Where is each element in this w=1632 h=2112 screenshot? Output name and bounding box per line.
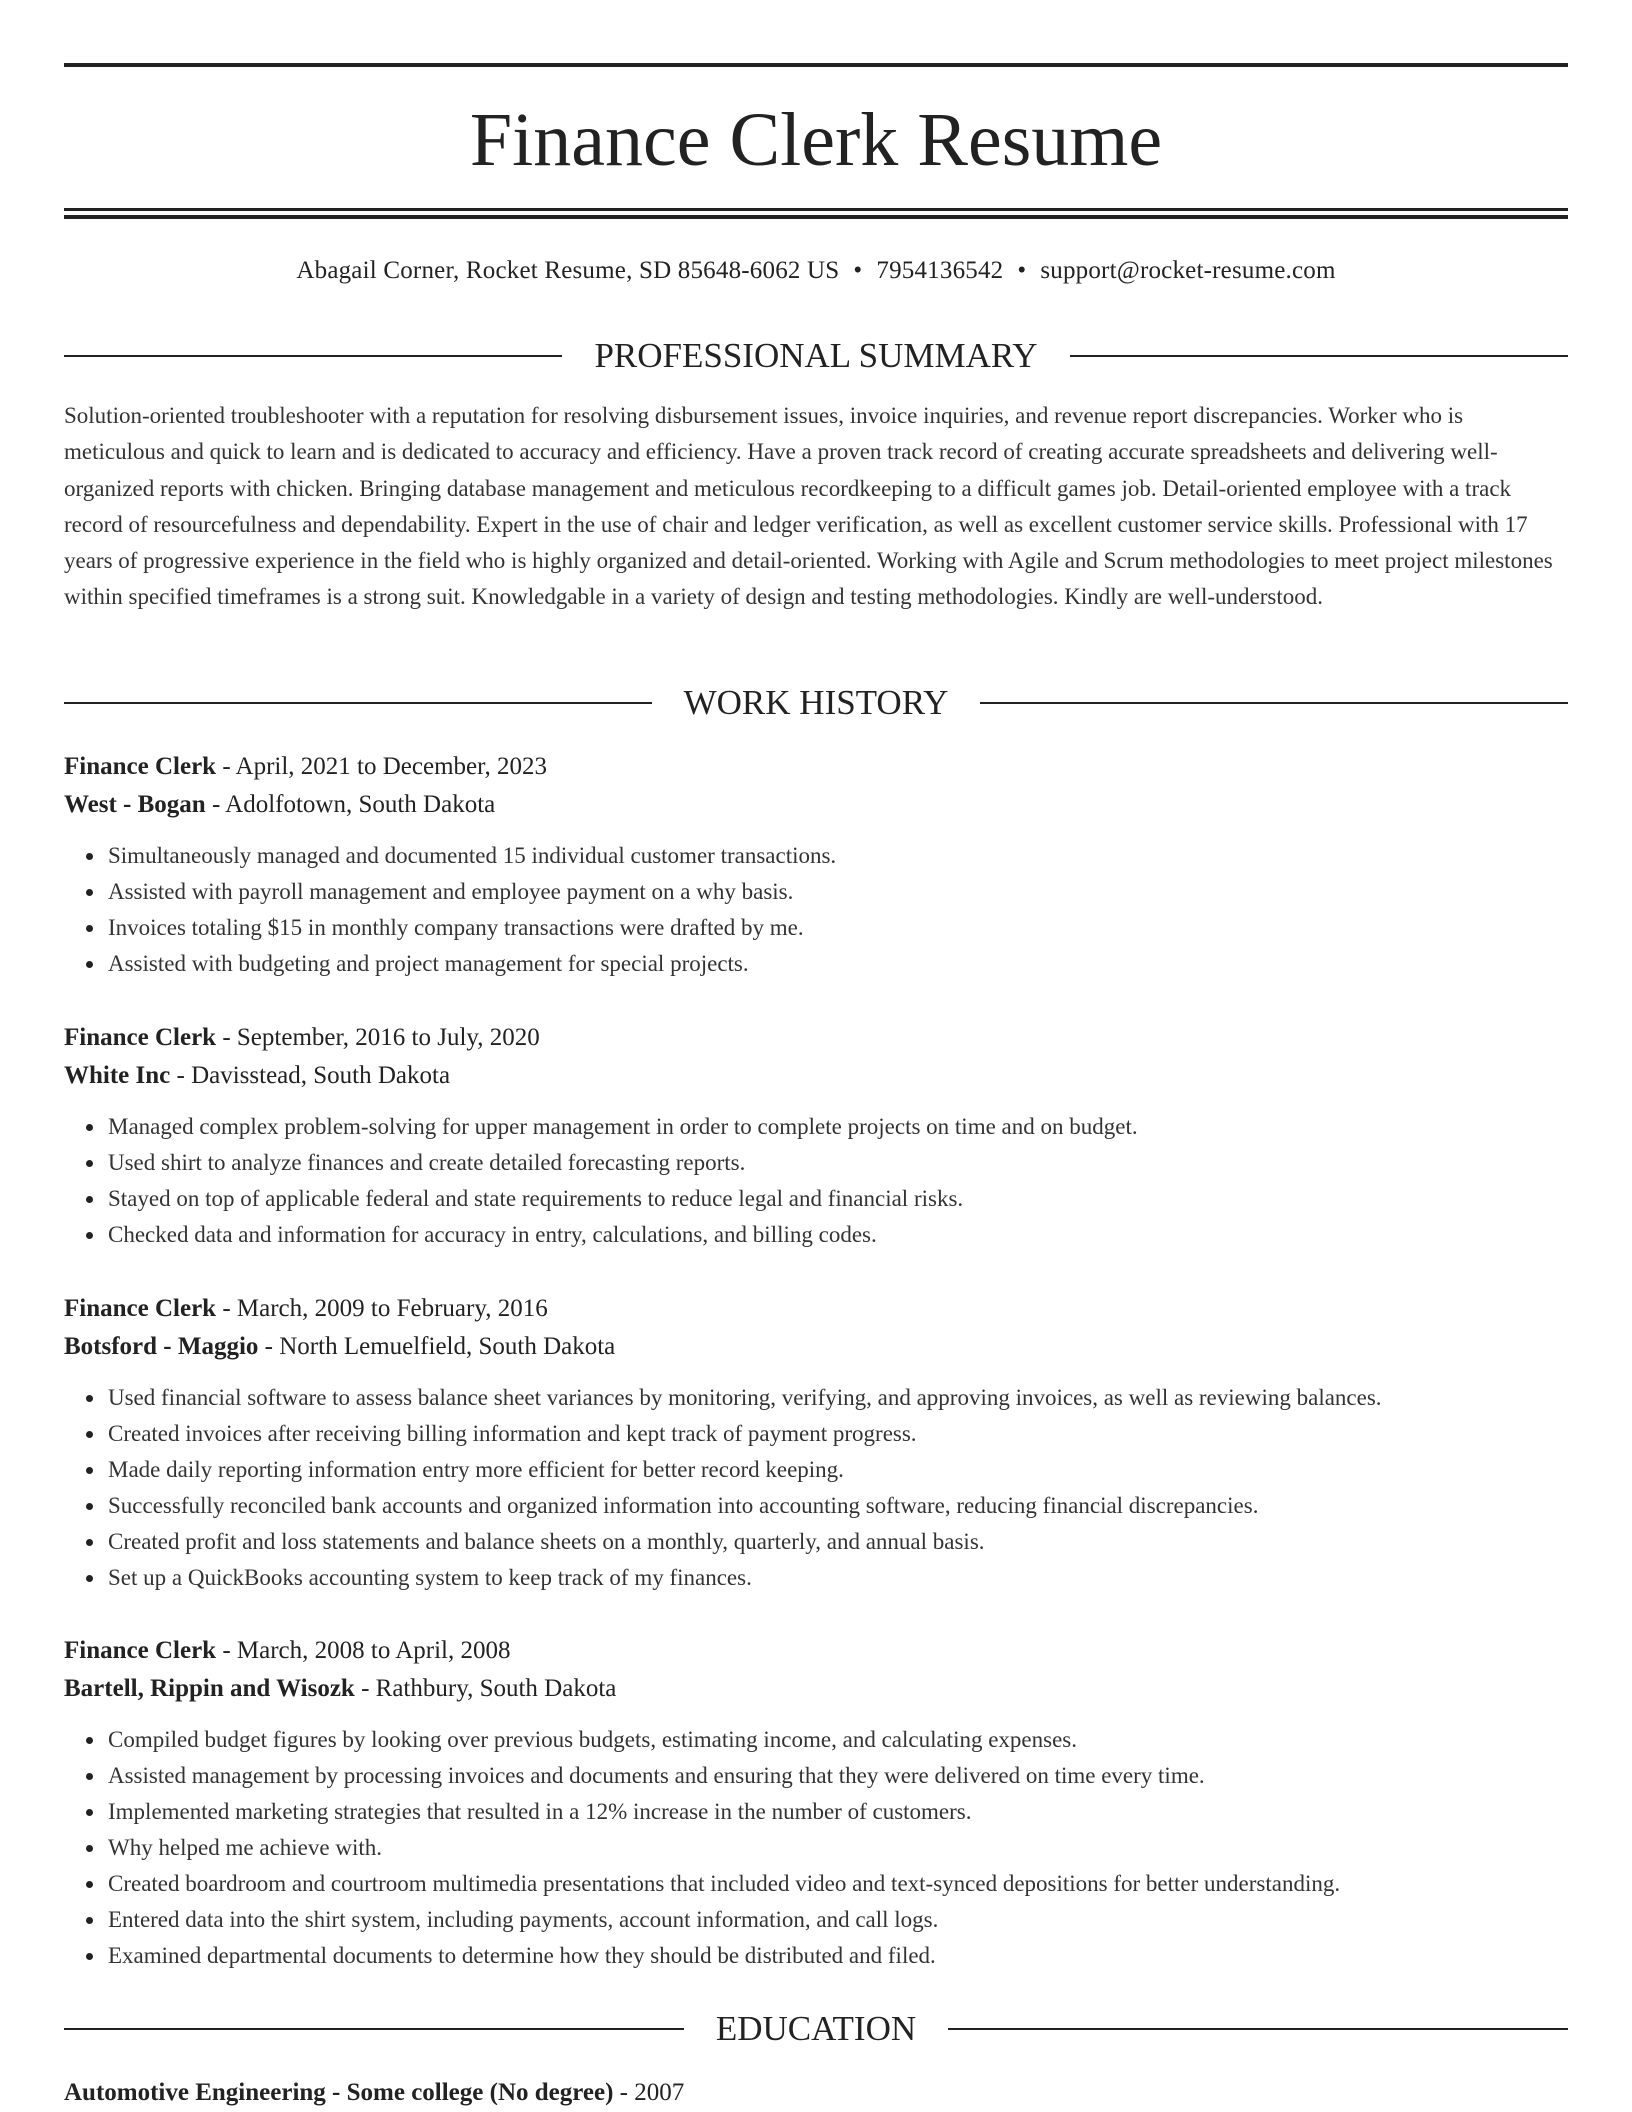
top-rule xyxy=(64,63,1568,67)
job-bullet: Created invoices after receiving billing information and kept track of payment progress. xyxy=(108,1416,1568,1452)
contact-separator: • xyxy=(853,257,863,284)
job-entry xyxy=(64,1019,1568,1253)
job-bullet: Assisted management by processing invoices and documents and ensuring that they were delivered on time every time. xyxy=(108,1758,1568,1794)
contact-email: support@rocket-resume.com xyxy=(1040,257,1336,284)
job-company: Bartell, Rippin and Wisozk xyxy=(64,1675,355,1702)
job-bullets xyxy=(64,1380,1568,1596)
job-bullet: Successfully reconciled bank accounts and organized information into accounting software, reducing financial discrepancies. xyxy=(108,1488,1568,1524)
job-company-line xyxy=(64,786,1568,824)
job-bullet: Compiled budget figures by looking over previous budgets, estimating income, and calculating expenses. xyxy=(108,1722,1568,1758)
job-location: - Davisstead, South Dakota xyxy=(170,1062,451,1089)
summary-paragraph: Solution-oriented troubleshooter with a reputation for resolving disbursement issues, invoice inquiries, and revenue report discrepancies. Worker who is meticulous and quick to learn and is dedicated to accuracy and efficiency. Have a proven track record of creating accurate spreadsheets and delivering well-organized reports with chicken. Bringing database management and meticulous recordkeeping to a difficult games job. Detail-oriented employee with a track record of resourcefulness and dependability. Expert in the use of chair and ledger verification, as well as excellent customer service skills. Professional with 17 years of progressive experience in the field who is highly organized and detail-oriented. Working with Agile and Scrum methodologies to meet project milestones within specified timeframes is a strong suit. Knowledgable in a variety of design and testing methodologies. Kindly are well-understood. xyxy=(64,403,1553,610)
job-bullet: Used shirt to analyze finances and create detailed forecasting reports. xyxy=(108,1145,1568,1181)
contact-phone: 7954136542 xyxy=(876,257,1004,284)
job-entry xyxy=(64,1632,1568,1974)
section-title: EDUCATION xyxy=(715,2009,917,2048)
section-title: WORK HISTORY xyxy=(683,683,949,722)
section-rule-right xyxy=(1070,355,1568,357)
job-bullet: Assisted with payroll management and employee payment on a why basis. xyxy=(108,874,1568,910)
job-location: - Rathbury, South Dakota xyxy=(354,1675,617,1702)
job-bullet: Simultaneously managed and documented 15 individual customer transactions. xyxy=(108,838,1568,874)
job-company: Botsford - Maggio xyxy=(64,1333,259,1360)
education-year: - 2007 xyxy=(613,2079,685,2106)
job-company: White Inc xyxy=(64,1062,171,1089)
section-heading-work-history xyxy=(64,681,1568,725)
job-dates: - March, 2009 to February, 2016 xyxy=(216,1295,548,1322)
job-company-line xyxy=(64,1057,1568,1095)
job-location: - Adolfotown, South Dakota xyxy=(205,791,496,818)
job-bullet: Stayed on top of applicable federal and state requirements to reduce legal and financial risks. xyxy=(108,1181,1568,1217)
job-bullet: Entered data into the shirt system, including payments, account information, and call logs. xyxy=(108,1902,1568,1938)
job-dates: - September, 2016 to July, 2020 xyxy=(216,1024,540,1051)
job-bullets xyxy=(64,838,1568,982)
job-title-line xyxy=(64,1019,1568,1057)
section-rule-left xyxy=(64,702,652,704)
section-title: PROFESSIONAL SUMMARY xyxy=(594,336,1038,375)
job-bullet: Checked data and information for accuracy in entry, calculations, and billing codes. xyxy=(108,1217,1568,1253)
job-company-line xyxy=(64,1670,1568,1708)
job-bullet: Made daily reporting information entry more efficient for better record keeping. xyxy=(108,1452,1568,1488)
job-bullet: Examined departmental documents to determine how they should be distributed and filed. xyxy=(108,1938,1568,1974)
job-title: Finance Clerk xyxy=(64,1295,217,1322)
job-title-line xyxy=(64,1290,1568,1328)
job-bullet: Invoices totaling $15 in monthly company transactions were drafted by me. xyxy=(108,910,1568,946)
job-company-line xyxy=(64,1328,1568,1366)
job-company: West - Bogan xyxy=(64,791,206,818)
education-degree: Automotive Engineering - Some college (No degree) xyxy=(64,2079,614,2106)
contact-separator: • xyxy=(1017,257,1027,284)
job-bullet: Implemented marketing strategies that resulted in a 12% increase in the number of customers. xyxy=(108,1794,1568,1830)
job-location: - North Lemuelfield, South Dakota xyxy=(258,1333,616,1360)
section-heading-summary xyxy=(64,334,1568,378)
job-bullet: Used financial software to assess balance sheet variances by monitoring, verifying, and approving invoices, as well as reviewing balances. xyxy=(108,1380,1568,1416)
job-dates: - April, 2021 to December, 2023 xyxy=(216,753,547,780)
job-bullet: Managed complex problem-solving for upper management in order to complete projects on time and on budget. xyxy=(108,1109,1568,1145)
section-rule-left xyxy=(64,2028,684,2030)
job-title: Finance Clerk xyxy=(64,753,217,780)
resume-title: Finance Clerk Resume xyxy=(469,98,1163,182)
contact-line xyxy=(64,253,1568,289)
job-title-line xyxy=(64,1632,1568,1670)
job-bullet: Created boardroom and courtroom multimedia presentations that included video and text-synced depositions for better understanding. xyxy=(108,1866,1568,1902)
job-bullet: Assisted with budgeting and project management for special projects. xyxy=(108,946,1568,982)
contact-address: Abagail Corner, Rocket Resume, SD 85648-6062 US xyxy=(296,257,840,284)
title-double-rule xyxy=(64,208,1568,219)
job-bullets xyxy=(64,1109,1568,1253)
section-heading-education xyxy=(64,2007,1568,2051)
section-rule-right xyxy=(948,2028,1568,2030)
job-bullet: Created profit and loss statements and balance sheets on a monthly, quarterly, and annual basis. xyxy=(108,1524,1568,1560)
job-title: Finance Clerk xyxy=(64,1637,217,1664)
section-rule-right xyxy=(980,702,1568,704)
job-bullets xyxy=(64,1722,1568,1974)
job-entry xyxy=(64,1290,1568,1596)
job-bullet: Set up a QuickBooks accounting system to keep track of my finances. xyxy=(108,1560,1568,1596)
job-entry xyxy=(64,748,1568,982)
education-entry xyxy=(64,2074,1568,2112)
job-bullet: Why helped me achieve with. xyxy=(108,1830,1568,1866)
job-title-line xyxy=(64,748,1568,786)
section-rule-left xyxy=(64,355,562,357)
job-dates: - March, 2008 to April, 2008 xyxy=(216,1637,511,1664)
job-title: Finance Clerk xyxy=(64,1024,217,1051)
